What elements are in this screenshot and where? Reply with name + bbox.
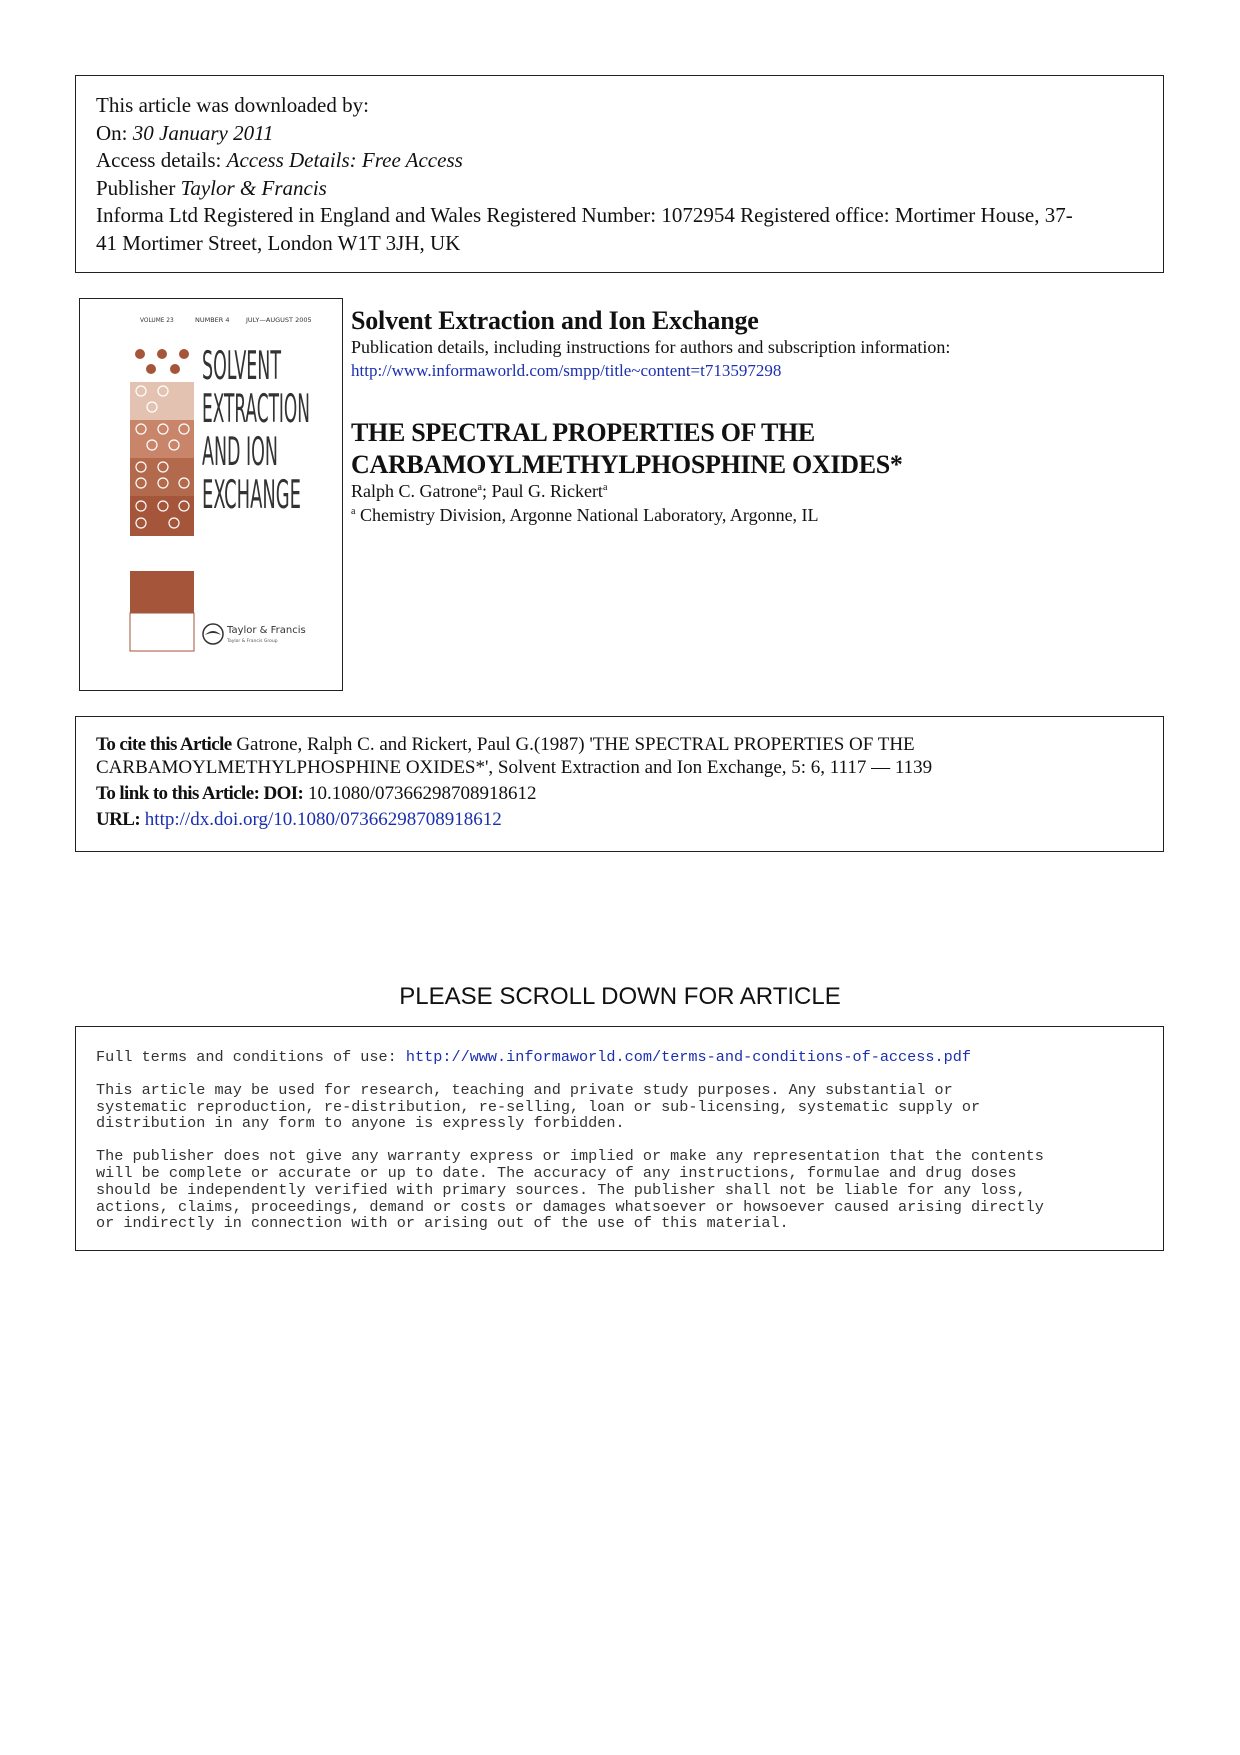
author-1-affil-mark: a — [477, 482, 482, 493]
download-date-label: On: — [96, 120, 128, 145]
cite-row — [96, 733, 1143, 756]
cite-text-line2: CARBAMOYLMETHYLPHOSPHINE OXIDES*', Solvent Extraction and Ion Exchange, 5: 6, 1117 — 1139 — [96, 757, 933, 778]
doi-value: 10.1080/07366298708918612 — [308, 783, 537, 804]
cover-volume: VOLUME 23 — [140, 316, 174, 324]
access-details-value: Access Details: Free Access — [226, 148, 463, 172]
doi-row — [96, 782, 1143, 805]
journal-title: Solvent Extraction and Ion Exchange — [351, 306, 759, 335]
download-date: 30 January 2011 — [132, 120, 274, 145]
access-details-row — [96, 147, 1143, 175]
scroll-down-note: PLEASE SCROLL DOWN FOR ARTICLE — [399, 983, 841, 1010]
terms-paragraph-1: This article may be used for research, teaching and private study purposes. Any substantial or systematic reproduction, re-distribution, re-selling, loan or sub-licensing, systematic supply or distribution in any form to anyone is expressly forbidden. — [96, 1080, 981, 1133]
cover-title-line3: AND ION — [202, 430, 278, 475]
cover-colour-column — [130, 344, 194, 536]
article-title — [351, 417, 903, 481]
author-1: Ralph C. Gatrone — [351, 481, 478, 501]
journal-link[interactable]: http://www.informaworld.com/smpp/title~content=t713597298 — [351, 361, 782, 380]
terms-link[interactable]: http://www.informaworld.com/terms-and-conditions-of-access.pdf — [405, 1048, 971, 1066]
article-title-line2: CARBAMOYLMETHYLPHOSPHINE OXIDES* — [351, 450, 903, 479]
cover-bottom-white — [130, 613, 194, 651]
cover-title-line4: EXCHANGE — [202, 473, 301, 518]
download-date-row — [96, 120, 1143, 148]
cover-artwork — [80, 299, 341, 689]
journal-cover — [79, 298, 343, 691]
cite-text-line1: Gatrone, Ralph C. and Rickert, Paul G.(1987) 'THE SPECTRAL PROPERTIES OF THE — [236, 734, 915, 755]
downloaded-by: This article was downloaded by: — [96, 93, 369, 117]
author-2-affil-mark: a — [602, 482, 608, 493]
download-info-box — [75, 75, 1164, 273]
logo-text: Taylor & Francis — [227, 625, 306, 636]
affiliation-text: Chemistry Division, Argonne National Laboratory, Argonne, IL — [359, 505, 819, 525]
author-2: Paul G. Rickert — [491, 481, 603, 501]
article-title-line1: THE SPECTRAL PROPERTIES OF THE — [351, 418, 815, 447]
informa-registration-line1: Informa Ltd Registered in England and Wales Registered Number: 1072954 Registered office: Mortimer House, 37- — [96, 203, 1073, 227]
full-terms-row — [96, 1049, 1143, 1066]
logo-subtext: Taylor & Francis Group — [227, 639, 278, 644]
taylor-francis-logo — [203, 624, 306, 644]
cite-label: To cite this Article — [96, 734, 232, 755]
url-label: URL: — [96, 809, 141, 830]
publisher-value: Taylor & Francis — [180, 175, 327, 200]
publisher-label: Publisher — [96, 175, 176, 200]
authors: Ralph C. Gatrone$^a$; Paul G. Rickert$^a$ — [351, 481, 608, 501]
doi-url-link[interactable]: http://dx.doi.org/10.1080/07366298708918612 — [144, 809, 502, 830]
cover-title — [202, 344, 310, 518]
citation-box — [75, 716, 1164, 852]
cover-bottom-block — [130, 571, 194, 613]
cover-number: NUMBER 4 — [195, 316, 230, 324]
full-terms-label: Full terms and conditions of use: — [96, 1048, 397, 1066]
cover-date: JULY—AUGUST 2005 — [246, 316, 312, 324]
terms-box — [75, 1026, 1164, 1251]
doi-label: To link to this Article: DOI: — [96, 783, 304, 804]
cover-title-line2: EXTRACTION — [202, 387, 310, 432]
url-row — [96, 808, 1143, 831]
publication-details: Publication details, including instructions for authors and subscription information: — [351, 337, 951, 357]
affiliation — [351, 505, 819, 526]
affiliation-mark: a — [351, 506, 356, 517]
cover-title-line1: SOLVENT — [202, 344, 282, 389]
terms-paragraph-2: The publisher does not give any warranty express or implied or make any representation that the contents will be complete or accurate or up to date. The accuracy of any instructions, formulae and drug doses should be independently verified with primary sources. The publisher shall not be liable for any loss, actions, claims, proceedings, demand or costs or damages whatsoever or howsoever caused arising directly or indirectly in connection with or arising out of the use of this material. — [96, 1147, 1044, 1233]
access-details-label: Access details: — [96, 148, 222, 172]
informa-registration-line2: 41 Mortimer Street, London W1T 3JH, UK — [96, 230, 461, 255]
publisher-row — [96, 175, 1143, 203]
